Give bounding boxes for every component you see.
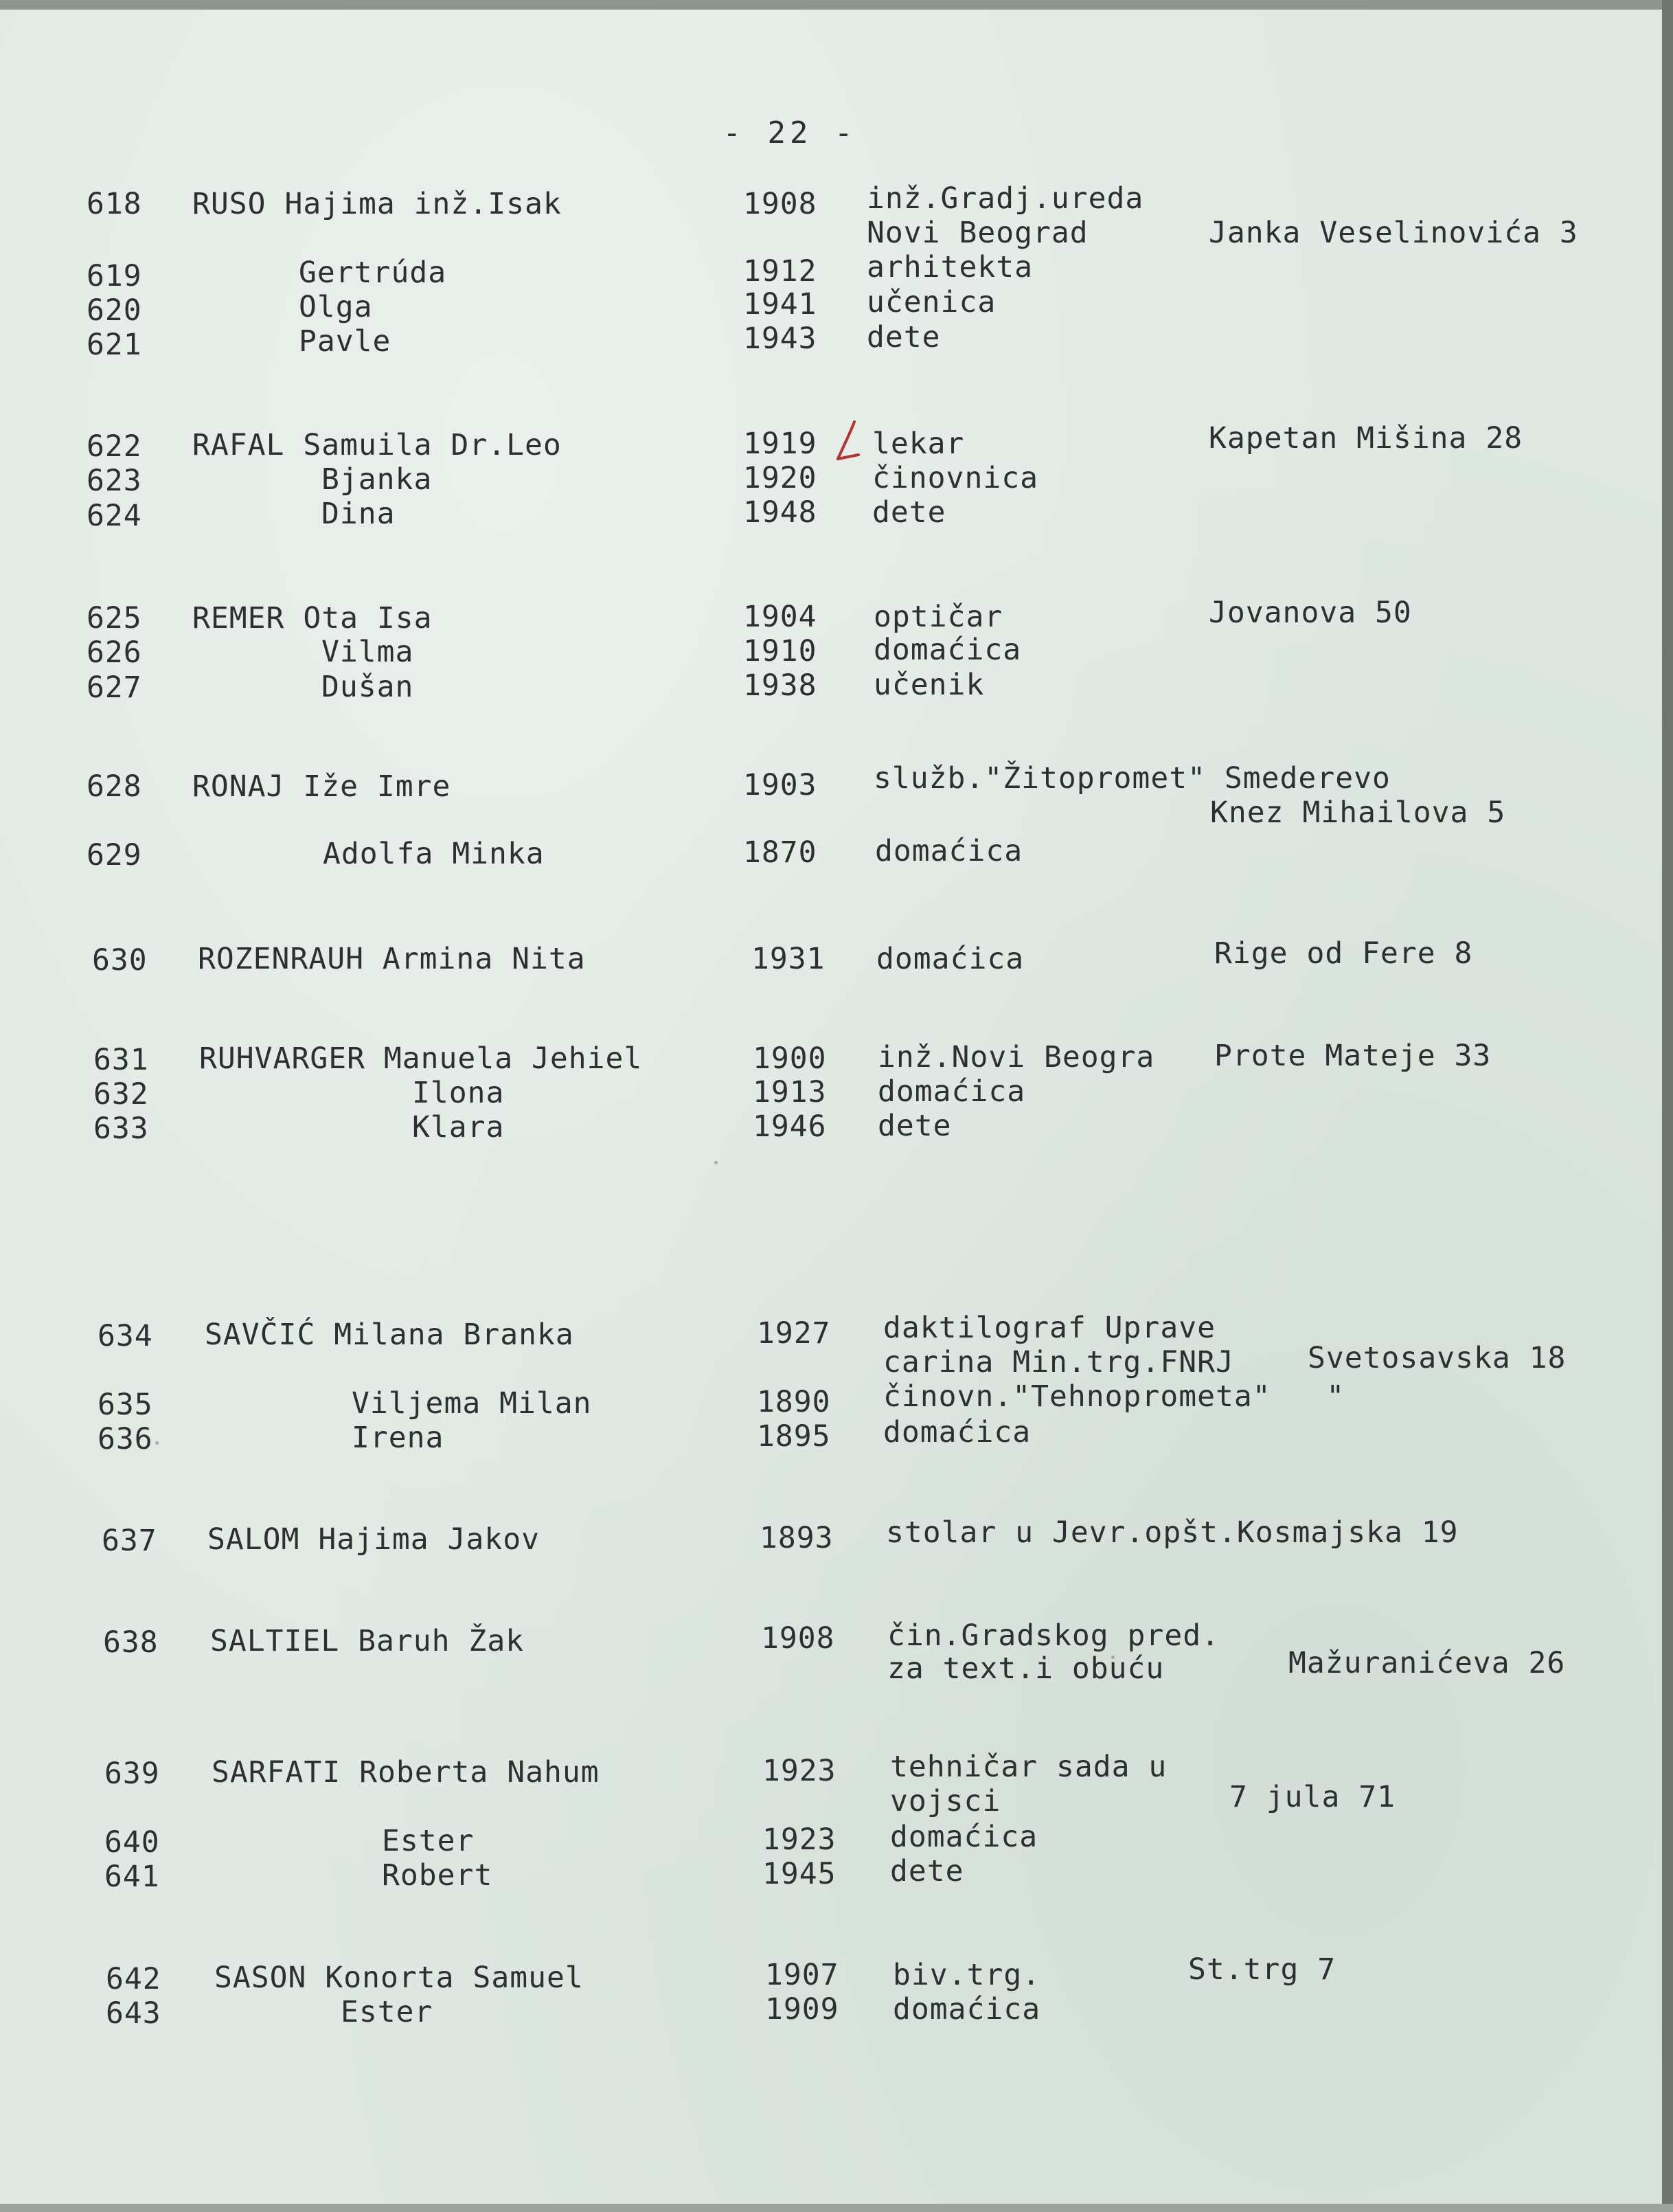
entry-number: 642 [106, 1962, 161, 1996]
entry-number: 623 [87, 464, 142, 498]
entry-number: 628 [87, 769, 142, 804]
person-name: RUHVARGER Manuela Jehiel [199, 1041, 643, 1076]
occupation-continued: vojsci [890, 1784, 1001, 1818]
address: Kapetan Mišina 28 [1209, 421, 1523, 455]
person-name: SARFATI Roberta Nahum [212, 1755, 600, 1790]
person-name: Ester [382, 1824, 475, 1858]
birth-year: 1907 [765, 1958, 839, 1992]
birth-year: 1908 [761, 1621, 835, 1656]
occupation: domaćica [875, 834, 1023, 868]
occupation: domaćica [878, 1074, 1026, 1109]
scan-edge-top [0, 0, 1673, 10]
register-entry [0, 1039, 1673, 1249]
person-name: Gertrúda [299, 256, 447, 290]
birth-year: 1909 [765, 1992, 839, 2027]
person-name: Bjanka [321, 462, 433, 497]
address: Mažuranićeva 26 [1288, 1646, 1566, 1680]
occupation: domaćica [890, 1820, 1038, 1854]
register-entry [0, 1952, 1673, 2168]
occupation: tehničar sada u [890, 1750, 1168, 1784]
address: Svetosavska 18 [1308, 1341, 1567, 1375]
scan-edge-bottom [0, 2204, 1673, 2212]
birth-year: 1948 [743, 495, 817, 530]
scan-speck [1111, 1656, 1115, 1659]
entry-number: 634 [98, 1319, 153, 1353]
address: 7 jula 71 [1229, 1780, 1396, 1814]
occupation: inž.Gradj.ureda [867, 181, 1144, 216]
occupation: domaćica [874, 633, 1022, 667]
person-name: Dušan [321, 670, 414, 704]
occupation: domaćica [893, 1992, 1041, 2027]
entry-number: 640 [104, 1825, 160, 1860]
birth-year: 1910 [743, 634, 817, 668]
entry-number: 625 [87, 601, 142, 635]
birth-year: 1913 [753, 1075, 827, 1109]
entry-number: 630 [92, 943, 148, 978]
occupation: učenica [867, 285, 997, 319]
entry-number: 637 [102, 1524, 157, 1558]
address: Prote Mateje 33 [1214, 1039, 1492, 1073]
occupation: stolar u Jevr.opšt.Kosmajska 19 [886, 1515, 1459, 1550]
entry-number: 636 [98, 1422, 153, 1456]
occupation: dete [890, 1854, 964, 1888]
scan-speck [155, 1441, 159, 1445]
person-name: Pavle [299, 324, 391, 359]
birth-year: 1870 [743, 835, 817, 870]
page-number: - 22 - [722, 115, 857, 150]
entry-number: 619 [87, 259, 142, 293]
entry-number: 638 [103, 1625, 159, 1660]
address: St.trg 7 [1188, 1952, 1336, 1987]
occupation: dete [867, 320, 941, 354]
person-name: Ester [341, 1995, 433, 2029]
address: Janka Veselinovića 3 [1209, 216, 1578, 250]
person-name: RONAJ Iže Imre [192, 769, 451, 804]
occupation: dete [872, 495, 946, 530]
person-name: SASON Konorta Samuel [214, 1961, 584, 1995]
person-name: Irena [352, 1421, 444, 1455]
person-name: Vilma [321, 635, 414, 669]
entry-number: 635 [98, 1388, 153, 1422]
birth-year: 1927 [757, 1316, 831, 1351]
occupation: služb."Žitopromet" Smederevo [874, 761, 1391, 795]
register-entry [0, 1311, 1673, 1525]
birth-year: 1923 [762, 1754, 836, 1788]
register-entry [0, 1750, 1673, 1963]
person-name: Dina [321, 497, 396, 531]
person-name: RAFAL Samuila Dr.Leo [192, 428, 562, 462]
occupation: inž.Novi Beogra [878, 1040, 1155, 1074]
entry-number: 641 [104, 1860, 160, 1894]
person-name: SALOM Hajima Jakov [207, 1522, 540, 1557]
entry-number: 618 [87, 187, 142, 221]
person-name: REMER Ota Isa [192, 601, 433, 635]
occupation: činovnica [872, 461, 1038, 495]
birth-year: 1919 [743, 427, 817, 461]
occupation-continued: carina Min.trg.FNRJ [883, 1345, 1234, 1379]
person-name: Olga [299, 290, 373, 324]
entry-number: 632 [93, 1077, 149, 1111]
register-entry [0, 181, 1673, 393]
occupation: optičar [874, 600, 1003, 634]
address: Jovanova 50 [1209, 596, 1412, 630]
person-name: Adolfa Minka [323, 837, 545, 871]
entry-number: 633 [93, 1111, 149, 1146]
entry-number: 622 [87, 429, 142, 464]
birth-year: 1931 [751, 942, 826, 976]
person-name: Ilona [412, 1076, 505, 1110]
person-name: Robert [382, 1858, 493, 1893]
entry-number: 631 [93, 1043, 149, 1077]
birth-year: 1923 [762, 1822, 836, 1857]
occupation: čin.Gradskog pred. [887, 1618, 1220, 1653]
occupation: arhitekta [867, 250, 1033, 284]
entry-number: 624 [87, 499, 142, 533]
birth-year: 1920 [743, 461, 817, 495]
address: Rige od Fere 8 [1214, 936, 1473, 971]
occupation: domaćica [876, 942, 1025, 976]
occupation: domaćica [883, 1415, 1032, 1449]
entry-number: 629 [87, 838, 142, 872]
entry-number: 627 [87, 670, 142, 705]
entry-number: 639 [104, 1757, 160, 1791]
birth-year: 1938 [743, 668, 817, 703]
occupation: biv.trg. [893, 1958, 1041, 1992]
birth-year: 1945 [762, 1857, 836, 1891]
occupation-continued: Novi Beograd [867, 216, 1089, 250]
person-name: RUSO Hajima inž.Isak [192, 187, 562, 221]
birth-year: 1900 [753, 1041, 827, 1076]
occupation: lekar [872, 427, 965, 461]
person-name: SALTIEL Baruh Žak [210, 1624, 525, 1658]
occupation: činovn."Tehnoprometa" " [883, 1379, 1345, 1414]
birth-year: 1941 [743, 287, 817, 321]
occupation: daktilograf Uprave [883, 1311, 1216, 1345]
entry-number: 643 [106, 1996, 161, 2031]
birth-year: 1946 [753, 1109, 827, 1144]
person-name: ROZENRAUH Armina Nita [198, 942, 586, 976]
birth-year: 1904 [743, 600, 817, 634]
red-pen-mark-icon [831, 419, 864, 467]
person-name: Viljema Milan [352, 1386, 592, 1421]
birth-year: 1893 [760, 1521, 834, 1555]
occupation: učenik [874, 668, 985, 702]
occupation-continued: za text.i obuću [887, 1651, 1165, 1686]
scan-speck [714, 1161, 718, 1164]
person-name: Klara [412, 1110, 505, 1144]
birth-year: 1895 [757, 1419, 831, 1454]
birth-year: 1908 [743, 187, 817, 221]
entry-number: 626 [87, 635, 142, 670]
entry-number: 620 [87, 293, 142, 328]
entry-number: 621 [87, 328, 142, 362]
address: Knez Mihailova 5 [1210, 795, 1506, 830]
birth-year: 1890 [757, 1385, 831, 1419]
birth-year: 1903 [743, 768, 817, 802]
person-name: SAVČIĆ Milana Branka [205, 1318, 574, 1352]
birth-year: 1912 [743, 254, 817, 289]
occupation: dete [878, 1109, 952, 1143]
birth-year: 1943 [743, 321, 817, 356]
